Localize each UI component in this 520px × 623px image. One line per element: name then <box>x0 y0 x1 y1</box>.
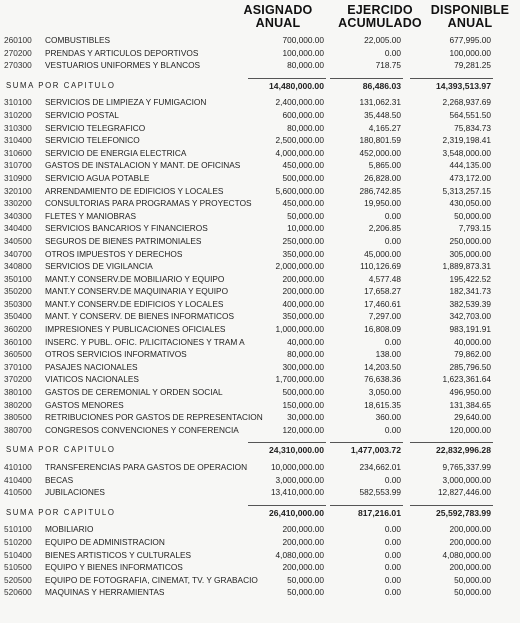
account-description: SERVICIO AGUA POTABLE <box>45 172 150 183</box>
header-asignado-anual: ASIGNADO ANUAL <box>243 3 313 30</box>
disponible-value: 79,862.00 <box>454 349 491 360</box>
disponible-value: 285,796.50 <box>449 361 491 372</box>
table-row <box>0 96 500 109</box>
disponible-value: 200,000.00 <box>449 562 491 573</box>
table-row <box>0 586 500 599</box>
ejercido-value: 16,808.09 <box>364 324 401 335</box>
asignado-value: 4,080,000.00 <box>275 549 324 560</box>
account-description: PRENDAS Y ARTICULOS DEPORTIVOS <box>45 47 199 58</box>
table-row <box>0 574 500 587</box>
account-description: OTROS SERVICIOS INFORMATIVOS <box>45 349 187 360</box>
asignado-value: 600,000.00 <box>282 109 324 120</box>
asignado-value: 2,500,000.00 <box>275 135 324 146</box>
account-code: 410100 <box>4 462 32 472</box>
chapter-total-label: SUMA POR CAPITULO <box>6 445 116 455</box>
disponible-value: 382,539.39 <box>449 298 491 309</box>
disponible-value: 5,313,257.15 <box>442 185 491 196</box>
table-row <box>0 59 500 72</box>
table-row <box>0 373 500 386</box>
table-row <box>0 399 500 412</box>
account-description: CONSULTORIAS PARA PROGRAMAS Y PROYECTOS <box>45 198 252 209</box>
disponible-value: 12,827,446.00 <box>437 487 491 498</box>
subtotal-rule <box>0 72 500 80</box>
chapter-total-row <box>0 507 500 520</box>
ejercido-value: 286,742.85 <box>359 185 401 196</box>
account-description: MANT.Y CONSERV.DE MOBILIARIO Y EQUIPO <box>45 273 225 284</box>
account-description: JUBILACIONES <box>45 487 105 498</box>
asignado-value: 350,000.00 <box>282 248 324 259</box>
table-row <box>0 323 500 336</box>
table-row <box>0 474 500 487</box>
ejercido-value: 0.00 <box>384 235 401 246</box>
disponible-value: 564,551.50 <box>449 109 491 120</box>
asignado-value: 5,600,000.00 <box>275 185 324 196</box>
account-code: 360200 <box>4 324 32 335</box>
account-code: 380500 <box>4 412 32 423</box>
ejercido-value: 0.00 <box>384 524 401 535</box>
rule-line <box>248 442 326 443</box>
account-description: SERVICIO POSTAL <box>45 109 119 120</box>
ejercido-value: 22,005.00 <box>364 35 401 45</box>
table-row <box>0 486 500 499</box>
ejercido-value: 76,638.36 <box>364 374 401 385</box>
account-code: 330200 <box>4 198 32 209</box>
account-code: 310200 <box>4 109 32 120</box>
budget-table <box>0 34 500 599</box>
account-description: IMPRESIONES Y PUBLICACIONES OFICIALES <box>45 324 226 335</box>
table-row <box>0 147 500 160</box>
ejercido-value: 0.00 <box>384 549 401 560</box>
account-description: BIENES ARTISTICOS Y CULTURALES <box>45 549 192 560</box>
rule-line <box>330 505 403 506</box>
account-code: 270200 <box>4 47 32 58</box>
disponible-value: 75,834.73 <box>454 122 491 133</box>
account-description: MANT. Y CONSERV. DE BIENES INFORMATICOS <box>45 311 235 322</box>
rule-line <box>248 505 326 506</box>
disponible-value: 79,281.25 <box>454 60 491 71</box>
asignado-value: 200,000.00 <box>282 286 324 297</box>
account-description: SERVICIOS DE LIMPIEZA Y FUMIGACION <box>45 97 207 108</box>
asignado-value: 200,000.00 <box>282 562 324 573</box>
asignado-value: 10,000,000.00 <box>270 462 324 472</box>
account-code: 270300 <box>4 60 32 71</box>
account-code: 410500 <box>4 487 32 498</box>
table-row <box>0 134 500 147</box>
account-description: TRANSFERENCIAS PARA GASTOS DE OPERACION <box>45 462 248 472</box>
table-row <box>0 185 500 198</box>
account-description: SERVICIOS BANCARIOS Y FINANCIEROS <box>45 223 208 234</box>
table-row <box>0 298 500 311</box>
account-description: EQUIPO DE ADMINISTRACION <box>45 536 165 547</box>
asignado-value: 400,000.00 <box>282 298 324 309</box>
disponible-value: 250,000.00 <box>449 235 491 246</box>
ejercido-total: 817,216.01 <box>357 507 401 518</box>
asignado-value: 450,000.00 <box>282 198 324 209</box>
rule-line <box>410 78 493 79</box>
asignado-value: 350,000.00 <box>282 311 324 322</box>
account-code: 340800 <box>4 261 32 272</box>
table-row <box>0 461 500 474</box>
disponible-value: 1,889,873.31 <box>442 261 491 272</box>
disponible-value: 444,135.00 <box>449 160 491 171</box>
asignado-value: 700,000.00 <box>282 35 324 45</box>
disponible-value: 496,950.00 <box>449 387 491 398</box>
asignado-value: 80,000.00 <box>287 122 324 133</box>
ejercido-value: 4,577.48 <box>368 273 401 284</box>
account-code: 350300 <box>4 298 32 309</box>
asignado-value: 1,000,000.00 <box>275 324 324 335</box>
disponible-value: 195,422.52 <box>449 273 491 284</box>
account-description: ARRENDAMIENTO DE EDIFICIOS Y LOCALES <box>45 185 224 196</box>
account-code: 340400 <box>4 223 32 234</box>
account-code: 510200 <box>4 536 32 547</box>
disponible-value: 200,000.00 <box>449 536 491 547</box>
table-row <box>0 248 500 261</box>
disponible-value: 182,341.73 <box>449 286 491 297</box>
table-row <box>0 386 500 399</box>
account-code: 260100 <box>4 35 32 45</box>
ejercido-value: 0.00 <box>384 474 401 485</box>
account-description: BECAS <box>45 474 74 485</box>
asignado-value: 80,000.00 <box>287 60 324 71</box>
disponible-value: 120,000.00 <box>449 424 491 435</box>
disponible-value: 3,000,000.00 <box>442 474 491 485</box>
account-code: 310300 <box>4 122 32 133</box>
ejercido-value: 718.75 <box>375 60 401 71</box>
account-code: 350200 <box>4 286 32 297</box>
rule-line <box>410 505 493 506</box>
table-row <box>0 523 500 536</box>
table-row <box>0 222 500 235</box>
table-row <box>0 361 500 374</box>
ejercido-value: 0.00 <box>384 336 401 347</box>
account-code: 310400 <box>4 135 32 146</box>
account-description: CONGRESOS CONVENCIONES Y CONFERENCIA <box>45 424 239 435</box>
account-code: 380200 <box>4 399 32 410</box>
account-description: RETRIBUCIONES POR GASTOS DE REPRESENTACION <box>45 412 263 423</box>
header-disponible-anual: DISPONIBLE ANUAL <box>430 3 510 30</box>
rule-line <box>330 442 403 443</box>
account-description: INSERC. Y PUBL. OFIC. P/LICITACIONES Y TRAM A <box>45 336 245 347</box>
ejercido-value: 3,050.00 <box>368 387 401 398</box>
disponible-value: 305,000.00 <box>449 248 491 259</box>
table-row <box>0 260 500 273</box>
disponible-value: 50,000.00 <box>454 210 491 221</box>
account-code: 310100 <box>4 97 32 108</box>
asignado-total: 24,310,000.00 <box>269 445 324 456</box>
table-row <box>0 561 500 574</box>
asignado-value: 50,000.00 <box>287 210 324 221</box>
account-description: GASTOS DE CEREMONIAL Y ORDEN SOCIAL <box>45 387 223 398</box>
asignado-value: 2,000,000.00 <box>275 261 324 272</box>
asignado-value: 120,000.00 <box>282 424 324 435</box>
ejercido-value: 110,126.69 <box>360 261 401 272</box>
disponible-total: 25,592,783.99 <box>436 507 491 518</box>
disponible-value: 342,703.00 <box>449 311 491 322</box>
asignado-value: 500,000.00 <box>282 172 324 183</box>
account-code: 360100 <box>4 336 32 347</box>
disponible-value: 4,080,000.00 <box>442 549 491 560</box>
table-row <box>0 235 500 248</box>
account-description: SEGUROS DE BIENES PATRIMONIALES <box>45 235 202 246</box>
asignado-value: 40,000.00 <box>287 336 324 347</box>
ejercido-value: 7,297.00 <box>368 311 401 322</box>
account-code: 510100 <box>4 524 32 535</box>
asignado-value: 100,000.00 <box>282 47 324 58</box>
account-code: 520500 <box>4 574 32 585</box>
disponible-value: 50,000.00 <box>454 574 491 585</box>
asignado-value: 150,000.00 <box>282 399 324 410</box>
ejercido-value: 45,000.00 <box>364 248 401 259</box>
account-description: SERVICIOS DE VIGILANCIA <box>45 261 153 272</box>
account-description: GASTOS DE INSTALACION Y MANT. DE OFICINAS <box>45 160 241 171</box>
table-row <box>0 47 500 60</box>
column-headers <box>0 3 510 36</box>
ejercido-value: 17,658.27 <box>364 286 401 297</box>
ejercido-value: 0.00 <box>384 47 401 58</box>
ejercido-value: 0.00 <box>384 536 401 547</box>
asignado-value: 3,000,000.00 <box>275 474 324 485</box>
ejercido-value: 452,000.00 <box>359 147 401 158</box>
account-code: 340500 <box>4 235 32 246</box>
account-code: 370100 <box>4 361 32 372</box>
account-code: 340700 <box>4 248 32 259</box>
ejercido-value: 138.00 <box>375 349 401 360</box>
table-row <box>0 336 500 349</box>
account-code: 310900 <box>4 172 32 183</box>
account-code: 360500 <box>4 349 32 360</box>
disponible-total: 22,832,996.28 <box>436 445 491 456</box>
account-description: MAQUINAS Y HERRAMIENTAS <box>45 587 165 598</box>
account-code: 320100 <box>4 185 32 196</box>
ejercido-value: 26,828.00 <box>364 172 401 183</box>
disponible-value: 200,000.00 <box>449 524 491 535</box>
account-code: 520600 <box>4 587 32 598</box>
account-code: 340300 <box>4 210 32 221</box>
table-row <box>0 310 500 323</box>
disponible-value: 2,319,198.41 <box>442 135 491 146</box>
table-row <box>0 549 500 562</box>
asignado-value: 30,000.00 <box>287 412 324 423</box>
disponible-value: 100,000.00 <box>449 47 491 58</box>
account-code: 380700 <box>4 424 32 435</box>
account-description: MANT.Y CONSERV.DE MAQUINARIA Y EQUIPO <box>45 286 229 297</box>
account-description: MANT.Y CONSERV.DE EDIFICIOS Y LOCALES <box>45 298 224 309</box>
account-code: 510500 <box>4 562 32 573</box>
ejercido-value: 582,553.99 <box>359 487 401 498</box>
asignado-value: 4,000,000.00 <box>275 147 324 158</box>
asignado-value: 500,000.00 <box>282 387 324 398</box>
asignado-value: 300,000.00 <box>282 361 324 372</box>
asignado-total: 14,480,000.00 <box>269 80 324 91</box>
table-row <box>0 122 500 135</box>
account-description: VIATICOS NACIONALES <box>45 374 139 385</box>
ejercido-value: 18,615.35 <box>364 399 401 410</box>
ejercido-value: 0.00 <box>384 210 401 221</box>
header-ejercido-acumulado: EJERCIDO ACUMULADO <box>338 3 422 30</box>
ejercido-value: 19,950.00 <box>364 198 401 209</box>
ejercido-value: 17,460.61 <box>364 298 401 309</box>
rule-line <box>248 78 326 79</box>
ejercido-value: 180,801.59 <box>359 135 401 146</box>
table-row <box>0 34 500 47</box>
chapter-total-label: SUMA POR CAPITULO <box>6 80 116 90</box>
ejercido-value: 35,448.50 <box>364 109 401 120</box>
account-code: 510400 <box>4 549 32 560</box>
table-row <box>0 273 500 286</box>
subtotal-rule <box>0 499 500 507</box>
table-row <box>0 411 500 424</box>
asignado-value: 50,000.00 <box>287 587 324 598</box>
ejercido-value: 0.00 <box>384 574 401 585</box>
asignado-value: 250,000.00 <box>282 235 324 246</box>
ejercido-value: 0.00 <box>384 562 401 573</box>
chapter-total-row <box>0 80 500 93</box>
account-code: 410400 <box>4 474 32 485</box>
asignado-value: 200,000.00 <box>282 524 324 535</box>
account-code: 370200 <box>4 374 32 385</box>
asignado-value: 10,000.00 <box>287 223 324 234</box>
account-description: VESTUARIOS UNIFORMES Y BLANCOS <box>45 60 201 71</box>
disponible-value: 3,548,000.00 <box>442 147 491 158</box>
chapter-total-label: SUMA POR CAPITULO <box>6 507 116 517</box>
disponible-value: 7,793.15 <box>458 223 491 234</box>
table-row <box>0 159 500 172</box>
account-description: MOBILIARIO <box>45 524 94 535</box>
disponible-value: 677,995.00 <box>449 35 491 45</box>
ejercido-value: 4,165.27 <box>368 122 401 133</box>
ejercido-total: 1,477,003.72 <box>350 445 401 456</box>
account-description: EQUIPO DE FOTOGRAFIA, CINEMAT, TV. Y GRABACIO <box>45 574 258 585</box>
asignado-value: 2,400,000.00 <box>275 97 324 108</box>
disponible-value: 40,000.00 <box>454 336 491 347</box>
ejercido-value: 234,662.01 <box>359 462 401 472</box>
table-row <box>0 172 500 185</box>
asignado-value: 1,700,000.00 <box>275 374 324 385</box>
rule-line <box>410 442 493 443</box>
account-code: 350100 <box>4 273 32 284</box>
asignado-value: 200,000.00 <box>282 273 324 284</box>
chapter-total-row <box>0 444 500 457</box>
table-row <box>0 424 500 437</box>
asignado-value: 13,410,000.00 <box>270 487 324 498</box>
account-code: 310700 <box>4 160 32 171</box>
asignado-value: 50,000.00 <box>287 574 324 585</box>
table-row <box>0 348 500 361</box>
subtotal-rule <box>0 436 500 444</box>
table-row <box>0 210 500 223</box>
disponible-value: 9,765,337.99 <box>442 462 491 472</box>
disponible-value: 983,191.91 <box>449 324 491 335</box>
account-description: SERVICIO TELEGRAFICO <box>45 122 146 133</box>
table-row <box>0 285 500 298</box>
account-description: FLETES Y MANIOBRAS <box>45 210 136 221</box>
ejercido-value: 5,865.00 <box>368 160 401 171</box>
rule-line <box>330 78 403 79</box>
account-code: 310600 <box>4 147 32 158</box>
table-row <box>0 536 500 549</box>
ejercido-value: 14,203.50 <box>364 361 401 372</box>
disponible-value: 473,172.00 <box>449 172 491 183</box>
ejercido-value: 131,062.31 <box>359 97 401 108</box>
account-description: SERVICIO TELEFONICO <box>45 135 140 146</box>
ejercido-value: 0.00 <box>384 587 401 598</box>
account-code: 350400 <box>4 311 32 322</box>
disponible-value: 1,623,361.64 <box>442 374 491 385</box>
table-row <box>0 197 500 210</box>
ejercido-value: 0.00 <box>384 424 401 435</box>
account-description: GASTOS MENORES <box>45 399 124 410</box>
account-description: COMBUSTIBLES <box>45 35 111 45</box>
account-description: OTROS IMPUESTOS Y DERECHOS <box>45 248 183 259</box>
account-code: 380100 <box>4 387 32 398</box>
asignado-value: 80,000.00 <box>287 349 324 360</box>
table-row <box>0 109 500 122</box>
ejercido-total: 86,486.03 <box>362 80 401 91</box>
disponible-value: 29,640.00 <box>454 412 491 423</box>
ejercido-value: 2,206.85 <box>368 223 401 234</box>
account-description: SERVICIO DE ENERGIA ELECTRICA <box>45 147 187 158</box>
asignado-value: 450,000.00 <box>282 160 324 171</box>
account-description: EQUIPO Y BIENES INFORMATICOS <box>45 562 183 573</box>
ejercido-value: 360.00 <box>375 412 401 423</box>
disponible-value: 2,268,937.69 <box>442 97 491 108</box>
account-description: PASAJES NACIONALES <box>45 361 138 372</box>
disponible-value: 50,000.00 <box>454 587 491 598</box>
disponible-value: 430,050.00 <box>449 198 491 209</box>
asignado-value: 200,000.00 <box>282 536 324 547</box>
disponible-total: 14,393,513.97 <box>436 80 491 91</box>
disponible-value: 131,384.65 <box>449 399 491 410</box>
asignado-total: 26,410,000.00 <box>269 507 324 518</box>
